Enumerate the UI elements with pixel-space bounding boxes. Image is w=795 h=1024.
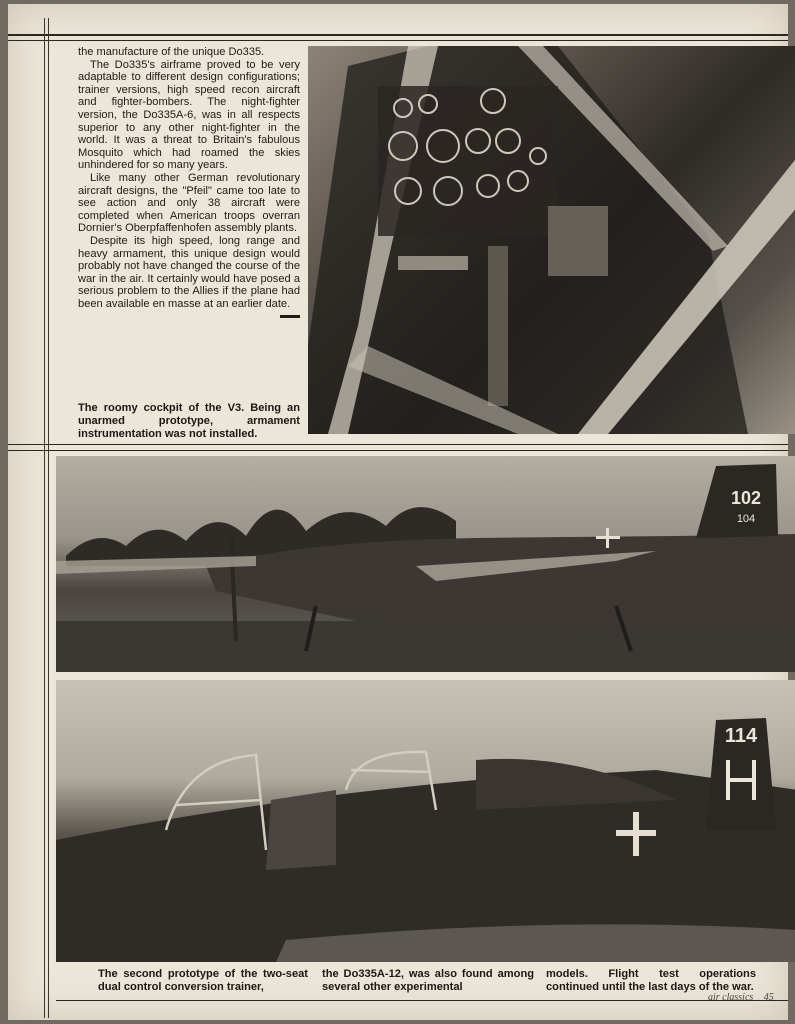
- trainer-caption-col1: The second prototype of the two-seat dual control conversion trainer,: [98, 968, 308, 993]
- aircraft-photo-middle: [56, 456, 795, 672]
- magazine-page: [8, 4, 788, 1020]
- article-paragraph-4: [78, 234, 300, 322]
- page-folio: [708, 992, 774, 1003]
- cockpit-photo: [308, 46, 795, 434]
- aircraft-bottom-illustration: [56, 680, 795, 962]
- article-paragraph-3: Like many other German revolutionary aircraft designs, the "Pfeil" came too late to see action and only 38 aircraft were completed when American troops overran Dornier's Oberpfaffenhofen assembly plants.: [78, 171, 300, 235]
- photo-divider-1: [8, 444, 788, 445]
- top-rule-thin: [8, 40, 788, 41]
- magazine-name: air classics: [708, 992, 754, 1003]
- article-text: [78, 46, 300, 323]
- article-paragraph-1: the manufacture of the unique Do335.: [78, 46, 265, 58]
- top-rule: [8, 34, 788, 36]
- bottom-rule: [56, 1000, 788, 1001]
- left-margin-rule-2: [48, 18, 49, 1018]
- article-paragraph-2: The Do335's airframe proved to be very adaptable to different design configurations; trainer versions, high speed recon aircraft and fighter-bombers. The night-fighter version, the Do335A-6, was in all respects superior to any other night-fighter in the world. It was a threat to Britain's fabulous Mosquito which had roamed the skies unhindered for so many years.: [78, 58, 300, 172]
- left-margin-rule: [44, 18, 45, 1018]
- middle-tail-number: 102: [730, 488, 762, 508]
- middle-tail-sub: 104: [736, 513, 756, 525]
- cockpit-illustration: [308, 46, 795, 434]
- photo-divider-2: [8, 450, 788, 451]
- page-number: 45: [763, 992, 774, 1003]
- trainer-caption-col3: models. Flight test operations continued until the last days of the war.: [546, 968, 756, 993]
- aircraft-photo-bottom: [56, 680, 795, 962]
- bottom-tail-number: 114: [724, 725, 758, 747]
- cockpit-caption: The roomy cockpit of the V3. Being an unarmed prototype, armament instrumentation was not installed.: [78, 402, 300, 440]
- aircraft-middle-illustration: [56, 456, 795, 672]
- article-paragraph-4-text: Despite its high speed, long range and heavy armament, this unique design would probably not have changed the course of the war in the air. It certainly would have posed a serious problem to the Allies if the plane had been available en masse at an earlier date.: [78, 234, 300, 310]
- trainer-caption-col2: the Do335A-12, was also found among several other experimental: [322, 968, 534, 993]
- end-mark-icon: ▬▬: [280, 310, 300, 322]
